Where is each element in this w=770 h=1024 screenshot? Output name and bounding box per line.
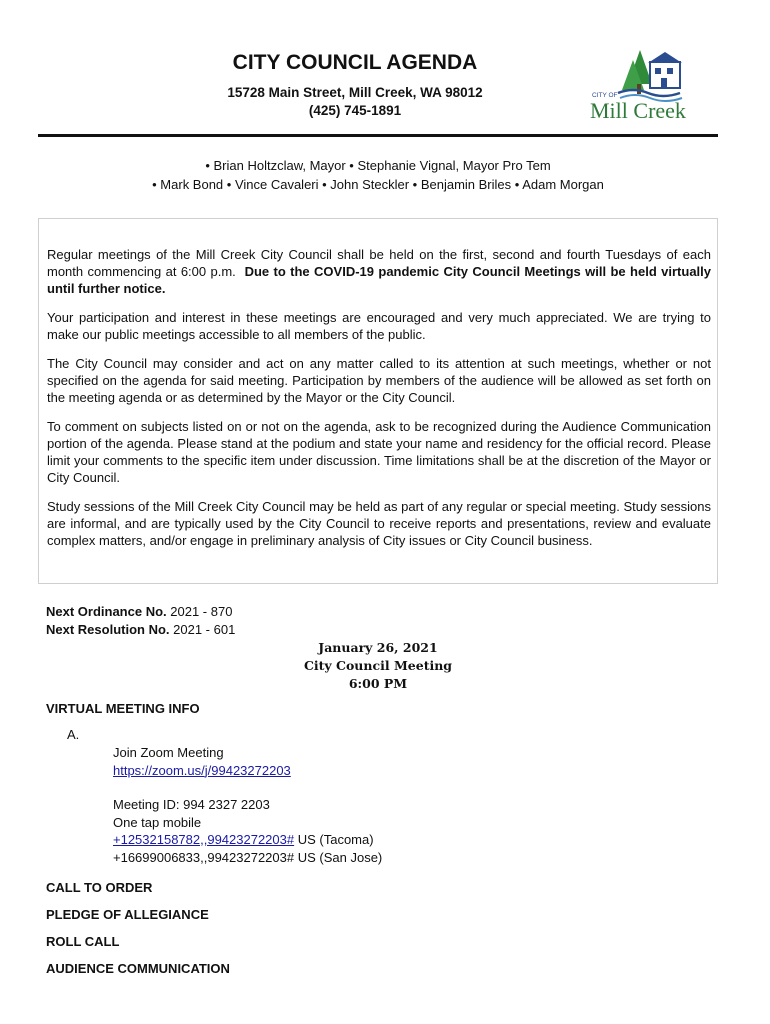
header-divider xyxy=(38,134,718,137)
one-tap-label: One tap mobile xyxy=(113,814,202,830)
meeting-name: City Council Meeting xyxy=(303,658,453,673)
roll-call-heading: ROLL CALL xyxy=(46,934,120,949)
members-line-2: • Mark Bond • Vince Cavaleri • John Steckler • Benjamin Briles • Adam Morgan xyxy=(152,177,604,192)
logo-city-of-text: CITY OF xyxy=(592,92,618,99)
audience-communication-heading: AUDIENCE COMMUNICATION xyxy=(46,961,230,976)
council-members xyxy=(0,156,756,194)
tap-tacoma-suffix: US (Tacoma) xyxy=(294,832,374,847)
next-ordinance xyxy=(46,603,235,621)
members-line-1: • Brian Holtzclaw, Mayor • Stephanie Vignal, Mayor Pro Tem xyxy=(205,158,551,173)
next-resolution-label: Next Resolution No. xyxy=(46,622,170,637)
logo-name-text: Mill Creek xyxy=(590,98,686,122)
zoom-details xyxy=(113,744,382,866)
info-paragraph-3: The City Council may consider and act on any matter called to its attention at such meetings, whether or not specified on the agenda for said meeting. Participation by members of the audience will be allowed as set forth on the meeting agenda or as determined by the Mayor or the City Council. xyxy=(47,356,711,405)
city-phone: (425) 745-1891 xyxy=(308,103,402,118)
covid-notice: Due to the COVID-19 pandemic City Council Meetings will be held virtually until further notice. xyxy=(47,264,711,296)
next-resolution-value: 2021 - 601 xyxy=(173,622,236,637)
mill-creek-logo xyxy=(588,46,710,122)
zoom-meeting-link[interactable]: https://zoom.us/j/99423272203 xyxy=(113,762,291,778)
join-zoom-text: Join Zoom Meeting xyxy=(113,745,224,760)
tap-tacoma xyxy=(113,831,382,849)
virtual-meeting-heading: VIRTUAL MEETING INFO xyxy=(46,701,200,716)
next-resolution xyxy=(46,621,235,639)
ordinance-resolution-block xyxy=(46,603,235,639)
city-address: 15728 Main Street, Mill Creek, WA 98012 xyxy=(227,85,483,100)
next-ordinance-value: 2021 - 870 xyxy=(170,604,233,619)
tap-tacoma-link[interactable]: +12532158782,,99423272203# xyxy=(113,832,295,847)
zoom-meeting-id: Meeting ID: 994 2327 2203 xyxy=(113,797,270,812)
page-title: CITY COUNCIL AGENDA xyxy=(232,51,478,74)
item-a-label: A. xyxy=(67,727,80,742)
tap-san-jose: +16699006833,,99423272203# US (San Jose) xyxy=(113,849,383,865)
meeting-info-box xyxy=(38,218,718,584)
info-p1-text: Regular meetings of the Mill Creek City Council shall be held on the first, second and fourth Tuesdays of each month commencing at 6:00 p.m. xyxy=(47,247,711,279)
meeting-time: 6:00 PM xyxy=(348,676,408,691)
info-paragraph-1 xyxy=(47,246,711,297)
info-paragraph-5: Study sessions of the Mill Creek City Council may be held as part of any regular or special meeting. Study sessions are informal, and are typically used by the City Council to receive reports and presentations, review and evaluate complex matters, and/or engage in preliminary analysis of City issues or City Council business. xyxy=(47,499,711,548)
call-to-order-heading: CALL TO ORDER xyxy=(46,880,153,895)
info-paragraph-2: Your participation and interest in these meetings are encouraged and very much appreciated. We are trying to make our public meetings accessible to all members of the public. xyxy=(47,310,711,342)
pledge-heading: PLEDGE OF ALLEGIANCE xyxy=(46,907,209,922)
info-paragraph-4: To comment on subjects listed on or not on the agenda, ask to be recognized during the Audience Communication portion of the agenda. Please stand at the podium and state your name and residency for the official record. Please limit your comments to the specific item under discussion. Time limitations shall be at the discretion of the Mayor or City Council. xyxy=(47,419,711,485)
next-ordinance-label: Next Ordinance No. xyxy=(46,604,167,619)
meeting-heading xyxy=(0,639,756,693)
meeting-date: January 26, 2021 xyxy=(318,640,438,655)
